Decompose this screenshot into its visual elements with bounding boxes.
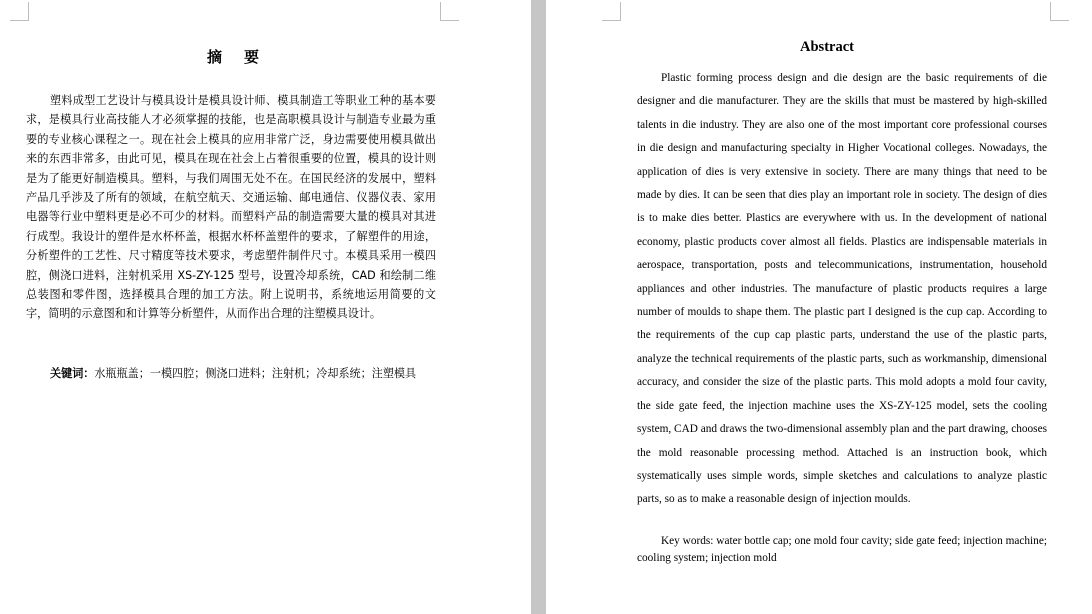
page-title: 摘要: [206, 48, 281, 66]
margin-corner-mark: [602, 2, 621, 21]
page-gutter: [531, 0, 546, 614]
keywords-paragraph: Key words: water bottle cap; one mold four cavity; side gate feed; injection machine; cooling system; injection mold: [637, 535, 1047, 564]
keywords-paragraph: [26, 364, 436, 383]
page-english-abstract: [546, 0, 1092, 614]
margin-corner-mark: [1050, 2, 1069, 21]
page-title: Abstract: [800, 39, 854, 55]
margin-corner-mark: [10, 2, 29, 21]
abstract-body: 塑料成型工艺设计与模具设计是模具设计师、模具制造工等职业工种的基本要求，是模具行业高技能人才必须掌握的技能，也是高职模具设计与制造专业最为重要的专业核心课程之一。现在社会上模具的应用非常广泛，身边需要使用模具做出来的东西非常多，由此可见，模具在现在社会上占着很重要的位置，模具的设计则是为了能更好制造模具。塑料，与我们周围无处不在。在国民经济的发展中，塑料产品几乎涉及了所有的领域，在航空航天、交通运输、邮电通信、仪器仪表、家用电器等行业中塑料更是必不可少的材料。而塑料产品的制造需要大量的模具对其进行成型。我设计的塑件是水杯杯盖，根据水杯杯盖塑件的要求，了解塑件的用途，分析塑件的工艺性、尺寸精度等技术要求，考虑塑件制件尺寸。本模具采用一模四腔，侧浇口进料，注射机采用 XS-ZY-125 型号，设置冷却系统，CAD 和绘制二维总装图和零件图，选择模具合理的加工方法。附上说明书，系统地运用简要的文字，简明的示意图和和计算等分析塑件，从而作出合理的注塑模具设计。: [26, 94, 436, 321]
page-chinese-abstract: [0, 0, 531, 614]
keywords-text: 水瓶瓶盖；一模四腔；侧浇口进料；注射机；冷却系统；注塑模具: [94, 367, 417, 380]
keywords-label: 关键词：: [50, 367, 95, 380]
margin-corner-mark: [440, 2, 459, 21]
abstract-body: Plastic forming process design and die design are the basic requirements of die designer and die manufacturer. They are the skills that must be mastered by high-skilled talents in die industry. They are also one of the most important core professional courses in die design and manufacturing specialty in Higher Vocational colleges. Nowadays, the application of dies is very extensive in society. There are many things that need to be made by dies. It can be seen that dies play an important role in society. The design of dies is to make dies better. Plastics are everywhere with us. In the development of national economy, plastic products cover almost all fields. Plastics are indispensable materials in aerospace, transportation, posts and telecommunications, instrumentation, household appliances and other industries. The manufacture of plastic products requires a large number of moulds to shape them. The plastic part I designed is the cup cap. According to the requirements of the cup cap plastic parts, understand the use of the plastic parts, analyze the technical requirements of the plastic parts, such as workmanship, dimensional accuracy, and consider the size of the plastic parts. This mold adopts a mold four cavity, the side gate feed, the injection machine uses the XS-ZY-125 model, sets the cooling system, CAD and draws the two-dimensional assembly plan and the part drawing, chooses the mold reasonable processing method. Attached is an instruction book, which systematically uses simple words, simple sketches and calculations to analyze plastic parts, so as to make a reasonable design of injection moulds.: [637, 72, 1047, 506]
